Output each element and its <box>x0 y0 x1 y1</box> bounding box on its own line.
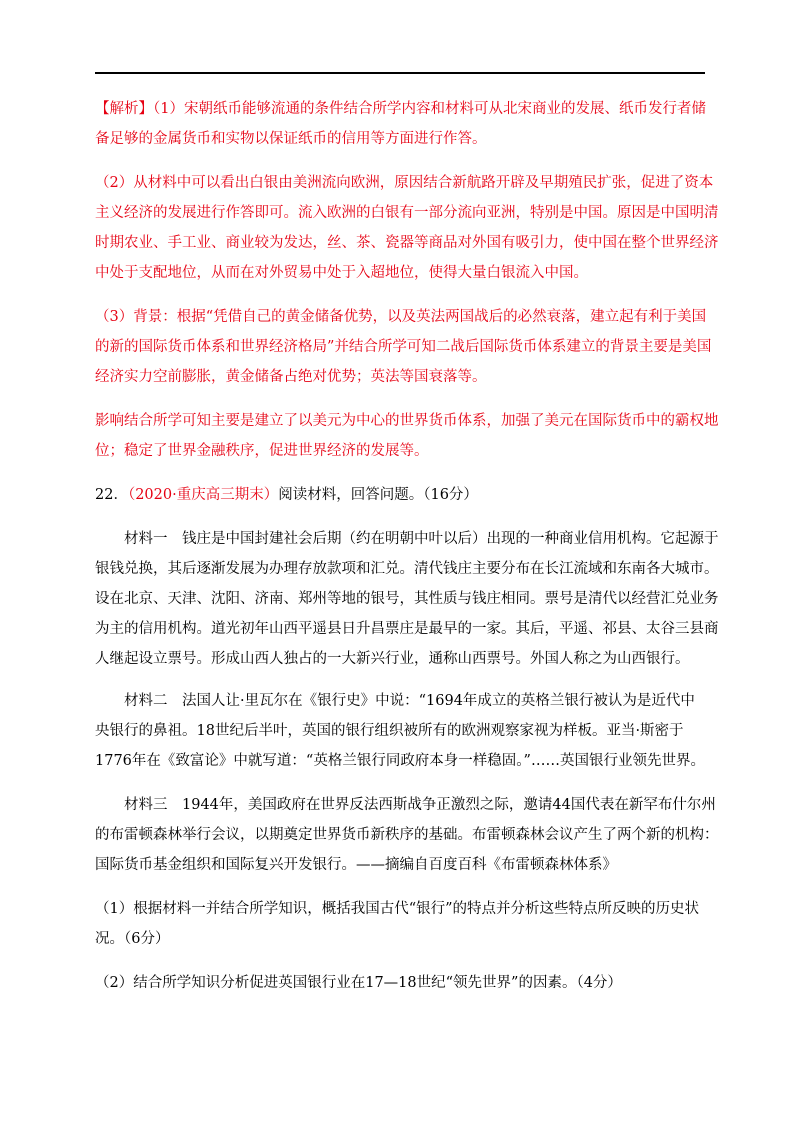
question-source: （2020·重庆高三期末） <box>127 487 279 503</box>
text-line: 材料二 法国人让·里瓦尔在《银行史》中说：“1694年成立的英格兰银行被认为是近代中 <box>124 693 695 709</box>
question-number: 22． <box>95 487 128 503</box>
text-line: 设在北京、天津、沈阳、济南、郑州等地的银号，其性质与钱庄相同。票号是清代以经营汇兑业务 <box>95 591 719 607</box>
text-line: 【解析】（1）宋朝纸币能够流通的条件结合所学内容和材料可从北宋商业的发展、纸币发行者储 <box>95 101 706 117</box>
text-line: 主义经济的发展进行作答即可。流入欧洲的白银有一部分流向亚洲，特别是中国。原因是中国明清 <box>95 205 719 221</box>
analysis-paragraph-2 <box>95 168 719 288</box>
material-three <box>95 790 719 880</box>
text-line: 时期农业、手工业、商业较为发达，丝、茶、瓷器等商品对外国有吸引力，使中国在整个世界经济 <box>95 235 719 251</box>
text-line: 况。（6分） <box>95 931 170 947</box>
text-line: （2）从材料中可以看出白银由美洲流向欧洲，原因结合新航路开辟及早期殖民扩张，促进了资本 <box>95 175 714 191</box>
text-line: 备足够的金属货币和实物以保证纸币的信用等方面进行作答。 <box>95 131 487 147</box>
analysis-paragraph-4 <box>95 406 719 466</box>
text-line: 位；稳定了世界金融秩序，促进世界经济的发展等。 <box>95 443 429 459</box>
text-line: 的新的国际货币体系和世界经济格局”并结合所学可知二战后国际货币体系建立的背景主要是美国 <box>95 339 712 355</box>
material-one <box>95 524 719 674</box>
text-line: 银钱兑换，其后逐渐发展为办理存放款项和汇兑。清代钱庄主要分布在长江流域和东南各大城市。 <box>95 561 719 577</box>
text-line: （2）结合所学知识分析促进英国银行业在17—18世纪“领先世界”的因素。（4分） <box>95 975 622 991</box>
subquestion-2 <box>95 968 705 998</box>
question-header-line <box>95 480 705 510</box>
text-line: 经济实力空前膨胀，黄金储备占绝对优势；英法等国衰落等。 <box>95 369 487 385</box>
text-line: 中处于支配地位，从而在对外贸易中处于入超地位，使得大量白银流入中国。 <box>95 265 588 281</box>
question-prompt: 阅读材料，回答问题。（16分） <box>278 487 478 503</box>
header-rule <box>95 72 705 74</box>
material-two <box>95 686 705 776</box>
subquestion-1 <box>95 894 705 954</box>
text-line: 国际货币基金组织和国际复兴开发银行。——摘编自百度百科《布雷顿森林体系》 <box>95 857 617 873</box>
text-line: 1776年在《致富论》中就写道：“英格兰银行同政府本身一样稳固。”……英国银行业领先世界。 <box>95 753 705 769</box>
text-line: （1）根据材料一并结合所学知识，概括我国古代“银行”的特点并分析这些特点所反映的历史状 <box>95 901 700 917</box>
text-line: 影响结合所学可知主要是建立了以美元为中心的世界货币体系，加强了美元在国际货币中的霸权地 <box>95 413 719 429</box>
text-line: 人继起设立票号。形成山西人独占的一大新兴行业，通称山西票号。外国人称之为山西银行。 <box>95 651 690 667</box>
question-header <box>95 480 705 510</box>
text-line: 材料一 钱庄是中国封建社会后期（约在明朝中叶以后）出现的一种商业信用机构。它起源于 <box>124 531 719 547</box>
analysis-paragraph-3 <box>95 302 712 392</box>
text-line: 央银行的鼻祖。18世纪后半叶，英国的银行组织被所有的欧洲观察家视为样板。亚当·斯密于 <box>95 723 684 739</box>
text-line: 为主的信用机构。道光初年山西平遥县日升昌票庄是最早的一家。其后，平遥、祁县、太谷三县商 <box>95 621 719 637</box>
text-line: （3）背景：根据“凭借自己的黄金储备优势，以及英法两国战后的必然衰落，建立起有利于美国 <box>95 309 707 325</box>
analysis-paragraph-1 <box>95 94 705 154</box>
text-line: 的布雷顿森林举行会议，以期奠定世界货币新秩序的基础。布雷顿森林会议产生了两个新的机构： <box>95 827 719 843</box>
text-line: 材料三 1944年，美国政府在世界反法西斯战争正激烈之际，邀请44国代表在新罕布什尔州 <box>124 797 716 813</box>
